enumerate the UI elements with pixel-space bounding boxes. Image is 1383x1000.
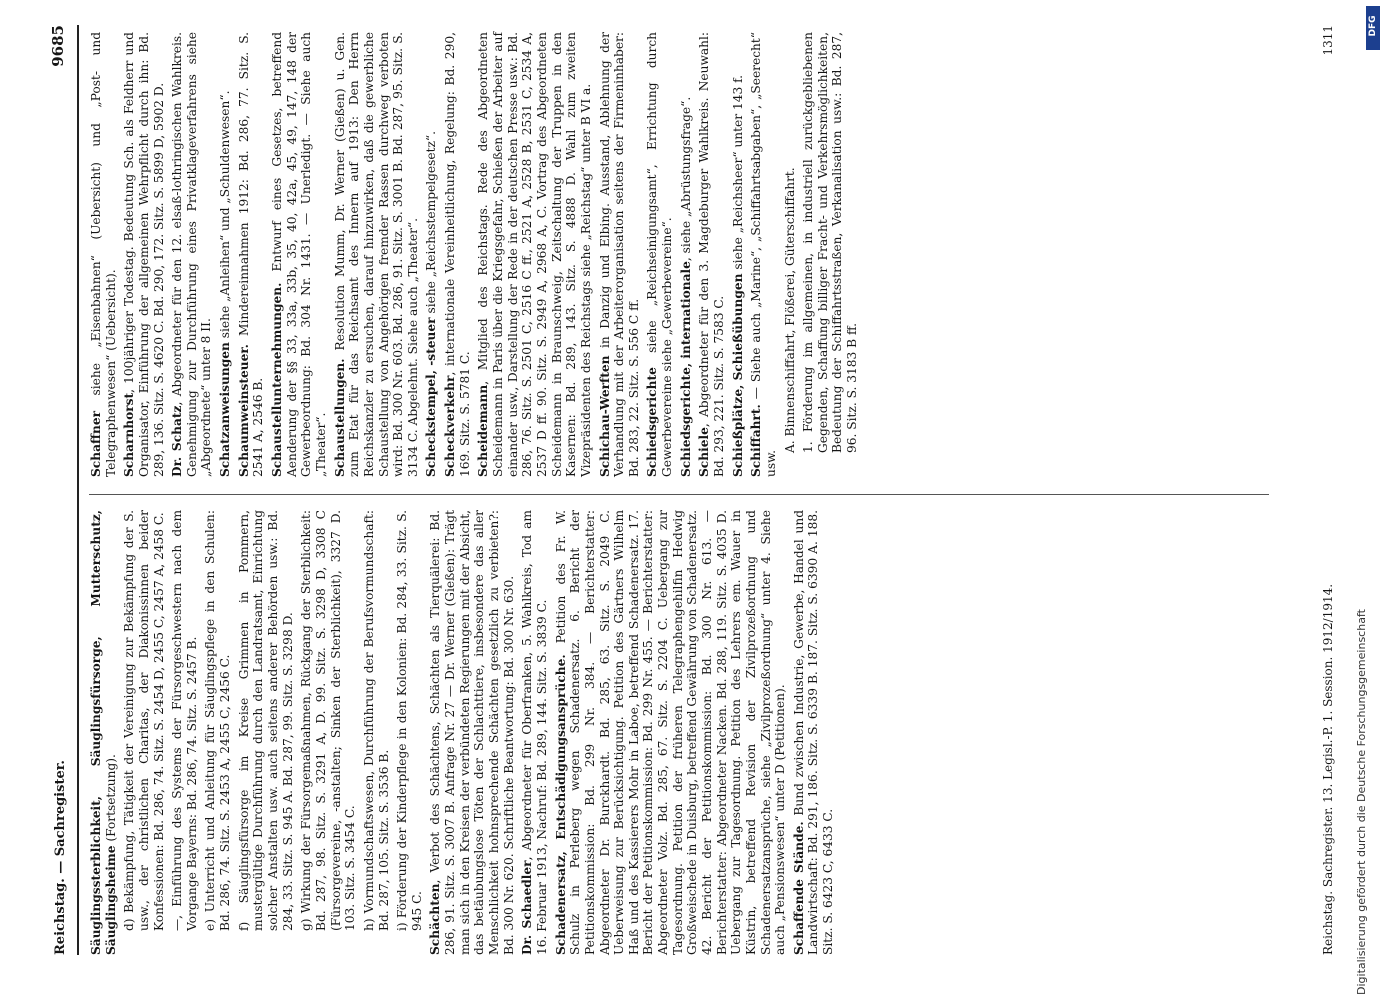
entry-text: siehe „Reichseinigungsamt“, Errichtung durch Gewerbevereine siehe „Gewerbevereine“.	[645, 32, 675, 477]
left-entry	[299, 510, 358, 955]
right-entry	[801, 32, 860, 477]
folio-number: 1311	[1320, 25, 1335, 56]
right-entry	[218, 32, 233, 477]
entry-keyword: Säuglingssterblichkeit, Säuglingsfürsorge, Mutterschutz, Säuglingsheime	[89, 510, 118, 955]
entry-keyword: Schaumweinsteuer.	[236, 344, 251, 477]
left-entry	[428, 510, 516, 955]
entry-text: in Danzig und Elbing. Ausstand, Ablehnung der Verhandlung mit der Arbeiterorganisation seitens der Firmeninhaber: Bd. 283, 22. Sitz. S. 556 C ff.	[597, 32, 641, 477]
digitization-sidebar	[1355, 0, 1381, 1000]
entry-text: siehe „Eisenbahnen“ (Uebersicht) und „Post- und Telegraphenwesen“ (Uebersicht).	[89, 32, 118, 477]
entry-keyword: Schaustellunternehmungen.	[270, 282, 285, 477]
entry-keyword: Schiele	[697, 427, 712, 477]
entry-keyword: Schaustellungen.	[332, 358, 347, 477]
left-entry	[792, 510, 836, 955]
entry-text: , siehe „Abrüstungsfrage“.	[678, 96, 693, 262]
entry-keyword: Schaffner	[89, 410, 103, 477]
entry-keyword: Schächten	[428, 883, 443, 955]
entry-text: g) Wirkung der Fürsorgemaßnahmen, Rückgang der Sterblichkeit: Bd. 287, 98. Sitz. S. 3291 A, D. 99. Sitz. S. 3298 D, 3308 C (Fürsorgevereine, -anstalten; Sinken der Sterblichkeit), 3327 D. 103. Sitz. S. 3454 C.	[299, 510, 358, 931]
entry-text: siehe „Reichsheer“ unter 143 f.	[730, 74, 745, 274]
right-entry	[645, 32, 674, 477]
entry-text: A. Binnenschiffahrt, Flößerei, Güterschiffahrt.	[782, 167, 797, 453]
entry-text: Petition des Fr. W. Schulz in Perleberg wegen Schadenersatz. 6. Bericht der Petitionskommission: Bd. 299 Nr. 384. — Berichterstatter: Abgeordneter Dr. Burckhardt. Bd. 285, 63. Sitz. S. 2049 C. Ueberweisung zur Berücksichtigung. Petition des Gärtners Wilhelm Haß und des Kassierers Mohr in Laboe, betreffend Schadenersatz. 17. Bericht der Petitionskommission: Bd. 299 Nr. 455. — Berichterstatter: Abgeordneter Volz. Bd. 285, 67. Sitz. S. 2204 C. Uebergang zur Tagesordnung. Petition der früheren Telegraphengehilfin Hedwig Großweischede in Duisburg, betreffend Gewährung von Schadenersatz. 42. Bericht der Petitionskommission: Bd. 300 Nr. 613. — Berichterstatter: Abgeordneter Nacken. Bd. 288, 119. Sitz. S. 4035 D. Uebergang zur Tagesordnung. Petition des Lehrers em. Wauer in Küstrin, betreffend Revision der Zivilprozeßordnung und Schadenersatzansprüche, siehe „Zivilprozeßordnung“ unter 4. Siehe auch „Pensionswesen“ unter D (Petitionen).	[553, 510, 788, 955]
right-column	[89, 32, 864, 477]
left-entry	[554, 510, 788, 955]
page-footer: Reichstag. Sachregister. 13. Legisl.-P. 1. Session. 1912/1914.	[1320, 583, 1335, 955]
page-number: 9685	[49, 25, 67, 67]
entry-text: Resolution Mumm, Dr. Werner (Gießen) u. Gen. zum Etat für das Reichsamt des Innern auf 1913: Den Herrn Reichskanzler zu ersuchen, darauf hinzuwirken, daß die gewerbliche Schaustellung von Angehörigen fremder Rassen durchweg verboten wird: Bd. 300 Nr. 603. Bd. 286, 91. Sitz. S. 3001 B. Bd. 287, 95. Sitz. S. 3134 C. Abgelehnt. Siehe auch „Theater“.	[332, 32, 420, 477]
entry-text: , Abgeordneter für Oberfranken, 5. Wahlkreis, Tod am 16. Februar 1913, Nachruf: Bd. 289, 144. Sitz. S. 3839 C.	[520, 510, 549, 955]
entry-text: h) Vormundschaftswesen, Durchführung der Berufsvormundschaft: Bd. 287, 105. Sitz. S. 3536 B.	[361, 510, 391, 931]
left-entry	[122, 510, 166, 955]
right-entry	[237, 32, 266, 477]
entry-text: i) Förderung der Kinderpflege in den Kolonien: Bd. 284, 33. Sitz. S. 945 C.	[395, 510, 424, 931]
entry-keyword: Scheidemann	[476, 384, 491, 477]
right-entry	[270, 32, 329, 477]
left-entry	[170, 510, 199, 955]
entry-keyword: Schiffahrt.	[749, 404, 764, 477]
entry-text: d) Bekämpfung, Tätigkeit der Vereinigung zur Bekämpfung der S. usw., der christlichen Charitas, der Diakonissinnen beider Konfessionen: Bd. 286, 74. Sitz. S. 2454 D, 2455 C, 2457 A, 2458 C.	[122, 510, 166, 931]
left-entry	[203, 510, 232, 955]
entry-text: —, Einführung des Systems der Fürsorgeschwestern nach dem Vorgange Bayerns: Bd. 286, 74. Sitz. S. 2457 B.	[170, 510, 199, 931]
entry-text: , 100jähriger Todestag. Bedeutung Sch. als Feldherr und Organisator, Einführung der allgemeinen Wehrpflicht durch ihn: Bd. 289, 136. Sitz. S. 4620 C. Bd. 290, 172. Sitz. S. 5899 D, 5902 D.	[122, 32, 166, 477]
entry-text: , Verbot des Schächtens, Schächten als Tierquälerei: Bd. 286, 91. Sitz. S. 3007 B. Anfrage Nr. 27 — Dr. Werner (Gießen): Trägt man sich in den Kreisen der verbündeten Regierungen mit der Absicht, das betäubungslose Töten der Schlachttiere, insbesondere das aller Menschlichkeit hohnsprechende Schächten gesetzlich zu verbieten?: Bd. 300 Nr. 620. Schriftliche Beantwortung: Bd. 300 Nr. 630.	[428, 510, 516, 955]
right-entry	[598, 32, 642, 477]
right-entry	[333, 32, 421, 477]
left-entry	[362, 510, 391, 955]
left-entry	[520, 510, 549, 955]
entry-keyword: Schiedsgerichte, internationale	[678, 261, 693, 477]
entry-text: f) Säuglingsfürsorge im Kreise Grimmen in Pommern, mustergültige Durchführung durch den Landratsamt, Einrichtung solcher Anstalten usw. auch seitens anderer Behörden usw.: Bd. 284, 33. Sitz. S. 945 A. Bd. 287, 99. Sitz. S. 3298 D.	[236, 510, 295, 931]
entry-text: — Siehe auch „Marine“, „Schiffahrtsabgaben“, „Seerecht“ usw.	[749, 32, 778, 477]
entry-keyword: Schiedsgerichte	[645, 367, 660, 477]
entry-text: , Abgeordneter für den 3. Magdeburger Wahlkreis. Neuwahl: Bd. 293, 221. Sitz. S. 7583 C.	[697, 32, 726, 477]
entry-keyword: Schatzanweisungen	[218, 342, 233, 477]
entry-keyword: Scheckstempel, -steuer	[424, 317, 439, 477]
rotated-page-content	[45, 25, 1335, 955]
header-title: Reichstag. — Sachregister.	[53, 760, 68, 955]
entry-text: e) Unterricht und Anleitung für Säuglingspflege in den Schulen: Bd. 286, 74. Sitz. S. 2453 A, 2455 C, 2456 C.	[203, 510, 233, 931]
right-entry	[443, 32, 472, 477]
funding-credit: Digitalisierung gefördert durch die Deutsche Forschungsgemeinschaft	[1355, 609, 1368, 995]
header-rule	[77, 25, 79, 955]
entry-text: Mindereinnahmen 1912: Bd. 286, 77. Sitz. S. 2541 A, 2546 B.	[236, 32, 266, 477]
right-entry	[783, 32, 798, 477]
right-entry	[170, 32, 214, 477]
entry-keyword: Schießplätze, Schießübungen	[730, 273, 745, 477]
entry-keyword: Schichau-Werften	[597, 355, 612, 477]
entry-keyword: Dr. Schatz	[170, 405, 185, 477]
right-entry	[89, 32, 118, 477]
entry-keyword: Scheckverkehr	[443, 375, 458, 477]
right-entry	[122, 32, 166, 477]
entry-text: , Mitglied des Reichstags. Rede des Abgeordneten Scheidemann in Paris über die Kriegsgefahr, Schießen der Arbeiter auf einander usw., Darstellung der Rede in der deutschen Presse usw.: Bd. 286, 76. Sitz. S. 2501 C, 2516 C ff., 2521 A, 2528 B, 2531 C, 2534 A, 2537 D ff. 90. Sitz. S. 2949 A, 2968 A, C. Vortrag des Abgeordneten Scheidemann in Braunschweig, Zeitschaltung der Truppen in den Kasernen: Bd. 289, 143. Sitz. S. 4888 D. Wahl zum zweiten Vizepräsidenten des Reichstags siehe „Reichstag“ unter B VI a.	[476, 32, 593, 477]
entry-keyword: Schadenersatz, Entschädigungsansprüche.	[553, 654, 568, 955]
entry-text: Entwurf eines Gesetzes, betreffend Aenderung der §§ 33, 33a, 33b, 35, 40, 42a, 45, 49, 147, 148 der Gewerbeordnung: Bd. 304 Nr. 1431. — Unerledigt. — Siehe auch „Theater“.	[270, 32, 328, 477]
right-entry	[749, 32, 778, 477]
left-entry	[237, 510, 296, 955]
running-header	[45, 25, 79, 955]
entry-text: siehe „Reichsstempelgesetz“.	[424, 130, 439, 318]
entry-keyword: Schaffende Stände.	[791, 821, 806, 955]
entry-text: , Abgeordneter für den 12. elsaß-lothringischen Wahlkreis. Genehmigung zur Durchführung eines Privatklageverfahrens siehe „Abgeordnete“ unter 8 II.	[170, 32, 214, 477]
entry-text: , internationale Vereinheitlichung, Regelung: Bd. 290, 169. Sitz. S. 5781 C.	[443, 32, 472, 477]
right-entry	[731, 32, 746, 477]
left-entry	[89, 510, 118, 955]
right-entry	[476, 32, 593, 477]
entry-text: Bund zwischen Industrie, Gewerbe, Handel und Landwirtschaft: Bd. 291, 186. Sitz. S. 6339 B. 187. Sitz. S. 6390 A. 188. Sitz. S. 6423 C, 6433 C.	[791, 510, 836, 955]
right-entry	[679, 32, 694, 477]
dfg-logo	[1366, 6, 1380, 50]
left-entry	[395, 510, 424, 955]
entry-text: (Fortsetzung).	[103, 754, 118, 846]
right-entry	[697, 32, 726, 477]
right-entry	[424, 32, 439, 477]
entry-text: 1. Förderung im allgemeinen, in industriell zurückgebliebenen Gegenden, Schaffung billiger Fracht- und Verkehrsmöglichkeiten, Bedeutung der Schiffahrtsstraßen, Verkanalisation usw.: Bd. 287, 96. Sitz. S. 3183 B ff.	[801, 32, 860, 453]
entry-keyword: Scharnhorst	[122, 392, 137, 477]
entry-text: siehe „Anleihen“ und „Schuldenwesen“.	[218, 90, 233, 343]
entry-keyword: Dr. Schaedler	[520, 860, 535, 955]
left-column	[89, 510, 840, 955]
column-divider	[89, 494, 1269, 495]
dfg-logo-text: DFG	[1368, 15, 1378, 37]
